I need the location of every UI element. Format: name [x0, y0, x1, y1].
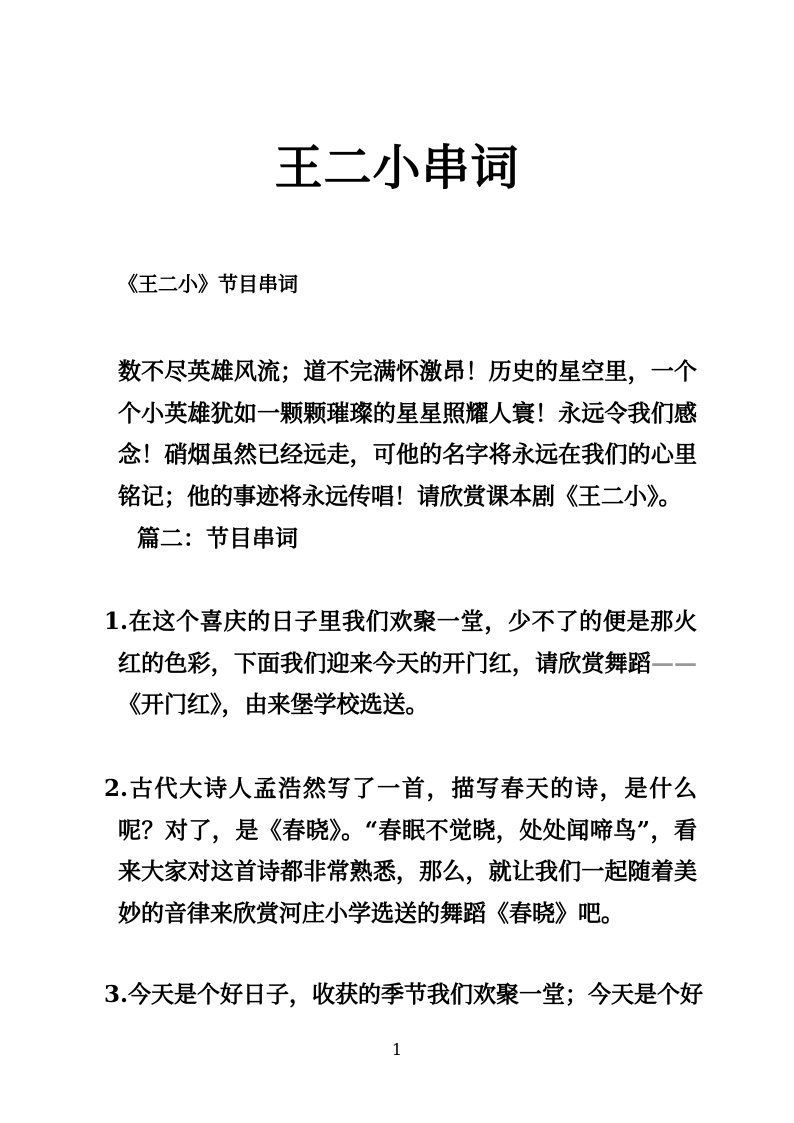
- em-dash: ——: [651, 649, 697, 677]
- intro-paragraph: 数不尽英雄风流；道不完满怀激昂！历史的星空里，一个个小英雄犹如一颗颗璀璨的星星照耀人寰！永远令我们感念！硝烟虽然已经远走，可他的名字将永远在我们的心里铭记；他的事迹将永远传唱！请欣赏课本剧《王二小》。: [118, 358, 697, 511]
- program-item-1: [104, 601, 697, 726]
- program-item-1-continued: 《开门红》，由来堡学校选送。: [118, 691, 429, 719]
- program-item-1-text: 1.在这个喜庆的日子里我们欢聚一堂，少不了的便是那火红的色彩，下面我们迎来今天的开门红，请欣赏舞蹈: [104, 608, 697, 677]
- program-item-2: 2.古代大诗人孟浩然写了一首，描写春天的诗，是什么呢？对了，是《春晓》。“春眠不觉晓，处处闻啼鸟”，看来大家对这首诗都非常熟悉，那么，就让我们一起随着美妙的音律来欣赏河庄小学选送的舞蹈《春晓》吧。: [104, 775, 697, 928]
- page-number: 1: [391, 1040, 403, 1059]
- section-heading: 篇二：节目串词: [137, 525, 298, 552]
- document-title: 王二小串词: [274, 140, 520, 196]
- document-subtitle: 《王二小》节目串词: [118, 272, 298, 296]
- program-item-3: 3.今天是个好日子，收获的季节我们欢聚一堂；今天是个好: [104, 981, 704, 1008]
